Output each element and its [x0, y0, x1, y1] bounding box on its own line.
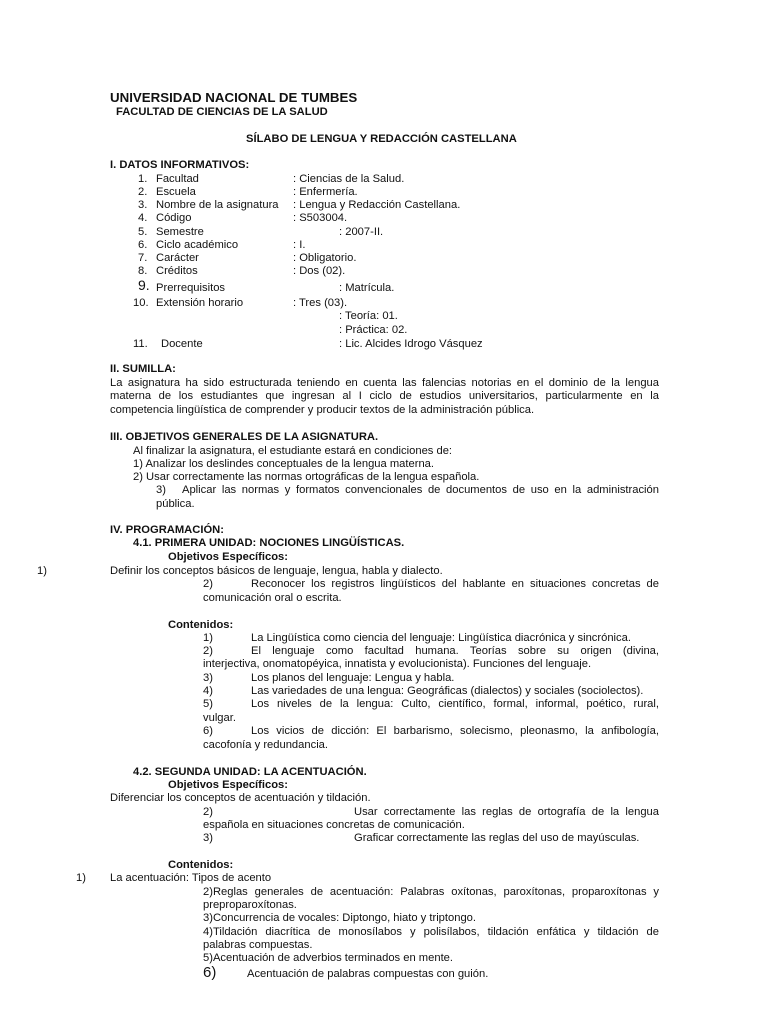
unit1-content-6-number: 6)	[203, 725, 213, 737]
unit1-content-5-number: 5)	[203, 698, 213, 710]
section-heading-sumilla: II. SUMILLA:	[110, 363, 176, 375]
datos-item-value: : 2007-II.	[339, 226, 384, 238]
datos-item-value: : Matrícula.	[339, 282, 395, 294]
unit2-content-2-line2: preproparoxítonas.	[203, 899, 297, 911]
unit1-content-5-line2: vulgar.	[203, 712, 236, 724]
unit1-contents-heading: Contenidos:	[168, 619, 234, 631]
unit1-content-2-line2: interjectiva, onomatopéyica, innatista y evolucionista). Funciones del lenguaje.	[203, 658, 592, 670]
unit2-objective-2-number: 2)	[203, 806, 213, 818]
section-heading-objetivos: III. OBJETIVOS GENERALES DE LA ASIGNATURA.	[110, 431, 379, 443]
unit1-objective-2-line1: Reconocer los registros lingüísticos del hablante en situaciones concretas de	[251, 578, 659, 590]
datos-item-value: : Lic. Alcides Idrogo Vásquez	[339, 338, 483, 350]
unit1-content-5-line1: Los niveles de la lengua: Culto, científico, formal, informal, poético, rural,	[251, 698, 659, 710]
unit1-objective-1: Definir los conceptos básicos de lenguaje, lengua, habla y dialecto.	[110, 565, 443, 577]
unit2-content-3: 3)Concurrencia de vocales: Diptongo, hiato y triptongo.	[203, 912, 477, 924]
unit1-content-4-number: 4)	[203, 685, 213, 697]
datos-item-value: : I.	[293, 239, 306, 251]
datos-item-number: 6.	[138, 239, 148, 251]
unit1-content-4: Las variedades de una lengua: Geográficas (dialectos) y sociales (sociolectos).	[251, 685, 644, 697]
unit1-objectives-heading: Objetivos Específicos:	[168, 551, 288, 563]
datos-item-value: : Obligatorio.	[293, 252, 357, 264]
datos-item-value: : S503004.	[293, 212, 348, 224]
datos-item-value: : Lengua y Redacción Castellana.	[293, 199, 461, 211]
unit1-content-6-line2: cacofonía y redundancia.	[203, 739, 329, 751]
unit2-objective-1: Diferenciar los conceptos de acentuación y tildación.	[110, 792, 371, 804]
datos-item-number: 7.	[138, 252, 148, 264]
datos-item-value: : Ciencias de la Salud.	[293, 173, 405, 185]
unit1-objective-2-line2: comunicación oral o escrita.	[203, 592, 342, 604]
datos-item-number: 4.	[138, 212, 148, 224]
datos-item-label: Semestre	[156, 226, 204, 238]
unit2-content-4-line2: palabras compuestas.	[203, 939, 313, 951]
unit2-objective-3: Graficar correctamente las reglas del uso de mayúsculas.	[354, 832, 640, 844]
datos-item-label: Escuela	[156, 186, 196, 198]
datos-item-label: Facultad	[156, 173, 199, 185]
unit2-objectives-heading: Objetivos Específicos:	[168, 779, 288, 791]
datos-item-label: Créditos	[156, 265, 198, 277]
datos-item-number: 1.	[138, 173, 148, 185]
datos-item-label: Carácter	[156, 252, 199, 264]
unit2-content-6-number: 6)	[203, 964, 217, 981]
unit2-content-1: La acentuación: Tipos de acento	[110, 872, 272, 884]
unit1-content-3-number: 3)	[203, 672, 213, 684]
datos-item-value: : Enfermería.	[293, 186, 358, 198]
datos-item-number: 9.	[138, 277, 150, 293]
datos-item-number: 5.	[138, 226, 148, 238]
datos-item-value: : Dos (02).	[293, 265, 346, 277]
unit2-objective-3-number: 3)	[203, 832, 213, 844]
datos-item-label: Docente	[161, 338, 203, 350]
faculty-name: FACULTAD DE CIENCIAS DE LA SALUD	[116, 106, 328, 118]
datos-item-label: Ciclo académico	[156, 239, 239, 251]
unit1-content-1-number: 1)	[203, 632, 213, 644]
objetivo-general-3-line1: Aplicar las normas y formatos convencionales de documentos de uso en la administración	[182, 484, 659, 496]
datos-item-number: 10.	[133, 297, 149, 309]
unit1-content-2-number: 2)	[203, 645, 213, 657]
datos-item-number: 8.	[138, 265, 148, 277]
objetivo-general-3-line2: pública.	[156, 498, 195, 510]
unit2-objective-2-line2: española en situaciones concretas de comunicación.	[203, 819, 465, 831]
datos-item-label: Nombre de la asignatura	[156, 199, 279, 211]
unit2-content-4-line1: 4)Tildación diacrítica de monosílabos y polisílabos, tildación enfática y tildación de	[203, 926, 659, 938]
unit2-content-1-number: 1)	[76, 872, 86, 884]
unit1-content-3: Los planos del lenguaje: Lengua y habla.	[251, 672, 455, 684]
datos-item-label: Código	[156, 212, 192, 224]
datos-item-value: : Teoría: 01.	[339, 310, 398, 322]
university-name: UNIVERSIDAD NACIONAL DE TUMBES	[110, 90, 358, 105]
unit1-objective-2-number: 2)	[203, 578, 213, 590]
datos-item-label: Prerrequisitos	[156, 282, 226, 294]
unit1-objective-1-number: 1)	[37, 565, 47, 577]
unit1-content-2-line1: El lenguaje como facultad humana. Teorías sobre su origen (divina,	[251, 645, 659, 657]
sumilla-text: La asignatura ha sido estructurada teniendo en cuenta las falencias notorias en el dominio de la lengua materna de los estudiantes que ingresan al I ciclo de estudios universitarios, particularmente en la competencia lingüística de comprender y producir textos de la administración pública.	[110, 377, 659, 416]
datos-item-number: 2.	[138, 186, 148, 198]
unit2-content-2-line1: 2)Reglas generales de acentuación: Palabras oxítonas, paroxítonas, proparoxítonas y	[203, 886, 659, 898]
datos-item-value: : Tres (03).	[293, 297, 348, 309]
objetivo-general-1: 1) Analizar los deslindes conceptuales de la lengua materna.	[133, 458, 435, 470]
datos-item-label: Extensión horario	[156, 297, 244, 309]
datos-item-number: 11.	[133, 338, 148, 350]
section-heading-datos: I. DATOS INFORMATIVOS:	[110, 159, 250, 171]
datos-item-value: : Práctica: 02.	[339, 324, 408, 336]
unit2-content-6: Acentuación de palabras compuestas con guión.	[247, 968, 489, 980]
objetivo-general-3-number: 3)	[156, 484, 166, 496]
unit2-content-5: 5)Acentuación de adverbios terminados en mente.	[203, 952, 454, 964]
objetivo-general-2: 2) Usar correctamente las normas ortográficas de la lengua española.	[133, 471, 480, 483]
unit1-content-1: La Lingüística como ciencia del lenguaje: Lingüística diacrónica y sincrónica.	[251, 632, 631, 644]
objetivos-intro: Al finalizar la asignatura, el estudiante estará en condiciones de:	[133, 445, 453, 457]
unit1-content-6-line1: Los vicios de dicción: El barbarismo, solecismo, pleonasmo, la anfibología,	[251, 725, 659, 737]
unit2-objective-2-line1: Usar correctamente las reglas de ortografía de la lengua	[354, 806, 659, 818]
section-heading-programacion: IV. PROGRAMACIÓN:	[110, 524, 224, 536]
unit2-contents-heading: Contenidos:	[168, 859, 234, 871]
unit2-heading: 4.2. SEGUNDA UNIDAD: LA ACENTUACIÓN.	[133, 766, 367, 778]
unit1-heading: 4.1. PRIMERA UNIDAD: NOCIONES LINGÜÍSTICAS.	[133, 537, 405, 549]
datos-item-number: 3.	[138, 199, 148, 211]
document-title: SÍLABO DE LENGUA Y REDACCIÓN CASTELLANA	[246, 133, 517, 145]
